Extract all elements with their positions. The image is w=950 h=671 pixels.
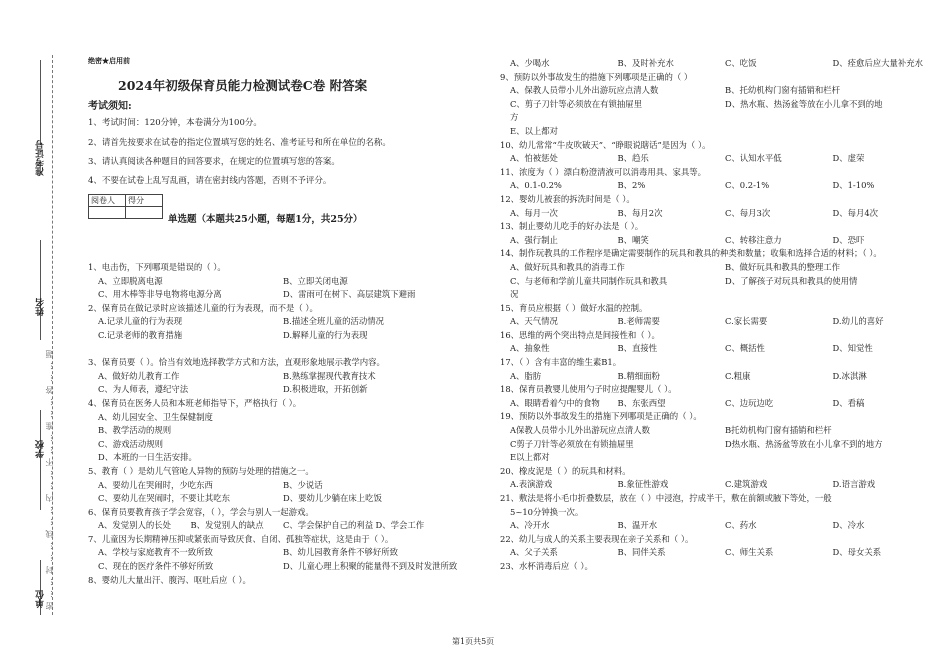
option-label: C、剪子刀针等必须放在有锁抽屉里 — [510, 98, 643, 109]
text-line: D、本班的一日生活安排。 — [98, 452, 197, 463]
option-label: C.家长需要 — [725, 316, 768, 327]
question-stem: 13、制止婴幼儿吃手的好办法是（ ）。 — [500, 221, 644, 232]
option-label: A、眼睛看着勺中的食物 — [510, 397, 600, 408]
unit-label: 单位 — [36, 590, 46, 608]
question-stem: 22、幼儿与成人的关系主要表现在亲子关系和（ ）。 — [500, 533, 694, 544]
text-line: C、游戏活动规则 — [98, 438, 164, 449]
left-question-column — [88, 261, 468, 587]
option-row — [500, 84, 940, 98]
option-row — [88, 492, 468, 506]
option-label: B、做好玩具和教具的整理工作 — [725, 261, 841, 272]
option-label: B、立即关闭电源 — [283, 275, 348, 286]
option-label: B托幼机构门窗有插销和栏杆 — [725, 425, 832, 436]
option-label: A、父子关系 — [510, 547, 558, 558]
question-stem: 14、制作玩教具的工作程序是确定需要制作的玩具和教具的种类和数量；收集和选择合适的材料；（ ）。 — [500, 248, 882, 259]
option-label: C、认知水平低 — [725, 153, 782, 164]
option-label: D、看稿 — [832, 397, 865, 408]
option-label: C、用木棒等非导电物将电源分离 — [98, 289, 222, 300]
option-row — [500, 546, 940, 560]
question-stem: 8、婴幼儿大量出汗、腹泻、呕吐后应（ ）。 — [88, 574, 251, 585]
school-label: 学校 — [36, 440, 46, 458]
option-label: D、恐吓 — [832, 234, 865, 245]
option-label: B、趋乐 — [617, 153, 649, 164]
note-item: 3、请认真阅读各种题目的回答要求，在规定的位置填写您的答案。 — [88, 157, 340, 167]
option-label: C、师生关系 — [725, 547, 774, 558]
right-question-column — [500, 57, 940, 574]
option-label: C、边玩边吃 — [725, 397, 774, 408]
option-label: B、嘲笑 — [617, 234, 649, 245]
option-label: B、少说话 — [283, 479, 323, 490]
page-title: 2024年初级保育员能力检测试卷C卷 附答案 — [118, 78, 368, 93]
option-label: A、怕被惩处 — [510, 153, 558, 164]
option-label: B.精细面粉 — [617, 370, 660, 381]
text-line — [88, 343, 468, 357]
option-row — [500, 397, 940, 411]
grader-table — [88, 194, 163, 219]
text-line: A、幼儿园安全、卫生保健制度 — [98, 411, 213, 422]
question-stem: 16、思维的两个突出特点是间接性和（ ）。 — [500, 329, 660, 340]
option-label: A、冷开水 — [510, 520, 550, 531]
option-label: B、直接性 — [617, 343, 658, 354]
option-label: D、热水瓶、热汤盆等放在小儿拿不到的地 — [725, 98, 883, 109]
option-row — [500, 275, 940, 289]
option-label: D.语言游戏 — [832, 479, 876, 490]
question-stem: 21、敷法是将小毛巾折叠数层，放在（ ）中浸泡，拧成半干，敷在前额或腋下等处，一般 — [500, 493, 832, 503]
option-label: D、母女关系 — [832, 547, 882, 558]
option-row — [500, 179, 940, 193]
option-row — [500, 519, 940, 533]
option-label: D.解释儿童的行为表现 — [283, 329, 368, 340]
option-label: D.积极进取，开拓创新 — [283, 384, 368, 395]
option-label: D、学会工作 — [375, 520, 425, 531]
option-row — [500, 315, 940, 329]
score-cell[interactable] — [126, 207, 163, 219]
option-label: D.冰淇淋 — [832, 370, 867, 381]
option-label: A、学校与家庭教育不一致所致 — [98, 547, 213, 558]
name-underline — [40, 240, 41, 340]
option-label: D、虚荣 — [832, 153, 865, 164]
option-label: A、做好玩具和教具的消毒工作 — [510, 261, 625, 272]
option-row — [88, 275, 468, 289]
option-label: B、发觉别人的缺点 — [190, 520, 264, 531]
option-label: C、每月3次 — [725, 207, 771, 218]
option-label: B、每月2次 — [617, 207, 663, 218]
option-row — [500, 261, 940, 275]
option-row — [88, 546, 468, 560]
option-label: C、概括性 — [725, 343, 765, 354]
note-item: 2、请首先按要求在试卷的指定位置填写您的姓名、准考证号和所在单位的名称。 — [88, 138, 391, 148]
notes-heading: 考试须知: — [88, 101, 132, 112]
option-label: D、知觉性 — [832, 343, 873, 354]
question-stem: 2、保育员在做记录时应该描述儿童的行为表现，而不是（ ）。 — [88, 302, 318, 313]
option-label: A、抽象性 — [510, 343, 550, 354]
option-row — [88, 560, 468, 574]
question-stem: 5、教育（ ）是幼儿气管呛人异物的预防与处理的措施之一。 — [88, 465, 314, 476]
question-stem: 17、（ ）含有丰富的维生素B1。 — [500, 357, 622, 368]
option-row — [88, 383, 468, 397]
question-stem: 5~10分钟换一次。 — [510, 506, 584, 517]
option-label: B.老师需要 — [617, 316, 660, 327]
exam-id-label: 准考证号 — [36, 140, 46, 176]
school-underline — [40, 410, 41, 510]
option-label: C、转移注意力 — [725, 234, 782, 245]
option-row — [500, 234, 940, 248]
question-stem: 3、保育员要（ ）。恰当有效地选择教学方式和方法，直观形象地展示教学内容。 — [88, 357, 385, 368]
option-label: A.表演游戏 — [510, 479, 553, 490]
option-label: A、做好幼儿教育工作 — [98, 370, 180, 381]
option-row — [500, 207, 940, 221]
question-stem: 9、预防以外事故发生的措施下列哪项是正确的（ ） — [500, 71, 693, 82]
text-line: E、以上都对 — [510, 125, 558, 136]
option-label: C.建筑游戏 — [725, 479, 768, 490]
option-row — [500, 98, 940, 112]
question-stem: 23、水杯消毒后应（ ）。 — [500, 560, 593, 571]
option-label: A、脂肪 — [510, 370, 542, 381]
question-stem: 1、电击伤，下列哪项是错误的（ ）。 — [88, 262, 226, 272]
option-label: C、与老师和学前儿童共同制作玩具和教具 — [510, 275, 668, 286]
question-stem: 12、婴幼儿被套的拆洗时间是（ ）。 — [500, 193, 635, 204]
option-label: B、东张西望 — [617, 397, 666, 408]
option-label: D、每月4次 — [832, 207, 879, 218]
option-row — [88, 370, 468, 384]
option-label: A、要幼儿在哭闹时，少吃东西 — [98, 479, 213, 490]
option-label: C剪子刀针等必须放在有锁抽屉里 — [510, 438, 634, 449]
option-label: A、强行制止 — [510, 234, 558, 245]
option-row — [88, 519, 468, 533]
option-label: A、保教人员带小儿外出游玩应点清人数 — [510, 85, 659, 96]
exam-id-underline — [40, 60, 41, 145]
option-row — [500, 152, 940, 166]
question-stem: 7、儿童因为长期精神压抑或紧张而导致厌食、自闭、孤独等症状，这是由于（ ）。 — [88, 533, 394, 544]
option-label: C、学会保护自己的利益 — [283, 520, 374, 531]
option-label: D、了解孩子对玩具和教具的使用情 — [725, 275, 858, 286]
note-item: 4、不要在试卷上乱写乱画，请在密封线内答题，否则不予评分。 — [88, 176, 332, 186]
option-label: C、要幼儿在哭闹时，不要让其吃东 — [98, 493, 231, 504]
option-label: A、少喝水 — [510, 58, 550, 68]
question-stem: 6、保育员要教育孩子学会宽容，（ ），学会与别人一起游戏。 — [88, 506, 314, 517]
secret-mark: 绝密★启用前 — [88, 56, 130, 65]
option-label: B、2% — [617, 180, 646, 191]
option-label: A、天气情况 — [510, 316, 558, 327]
question-stem: 15、育员应根据（ ）做好水温的控制。 — [500, 302, 648, 313]
option-label: B、同伴关系 — [617, 547, 666, 558]
option-row — [500, 370, 940, 384]
option-label: D、儿童心理上积聚的能量得不到及时发泄所致 — [283, 561, 458, 572]
option-label: B.描述全班儿童的活动情况 — [283, 316, 384, 327]
option-label: D、痊愈后应大量补充水 — [832, 58, 923, 68]
text-line: B、教学活动的规则 — [98, 425, 172, 436]
option-label: A、每月一次 — [510, 207, 558, 218]
option-row — [500, 342, 940, 356]
option-label: B、幼儿园教育条件不够好所致 — [283, 547, 399, 558]
score-label: 得分 — [126, 195, 163, 207]
option-label: C.粗康 — [725, 370, 751, 381]
text-line: 况 — [510, 289, 519, 300]
option-label: A.记录儿童的行为表现 — [98, 316, 183, 327]
option-label: D、冷水 — [832, 520, 865, 531]
grader-cell[interactable] — [89, 207, 126, 219]
option-row — [500, 424, 940, 438]
question-stem: 10、幼儿常常“牛皮吹破天”、“睁眼说瞎话”是因为（ ）。 — [500, 139, 711, 150]
option-row — [500, 438, 940, 452]
question-stem: 18、保育员教婴儿使用勺子时应提醒婴儿（ ）。 — [500, 384, 677, 395]
option-label: D热水瓶、热汤盆等放在小儿拿不到的地方 — [725, 438, 883, 449]
option-row — [500, 57, 940, 71]
option-label: D、1-10% — [832, 180, 875, 191]
grader-label: 阅卷人 — [89, 195, 126, 207]
option-label: B.象征性游戏 — [617, 479, 669, 490]
option-label: C、0.2-1% — [725, 180, 770, 191]
page-number: 第1页共5页 — [452, 637, 495, 646]
text-line: 方 — [510, 112, 519, 123]
option-label: C、现在的医疗条件不够好所致 — [98, 561, 214, 572]
option-label: C、吃饭 — [725, 58, 757, 68]
seal-line-text: 密……封……线……内……不……准……答……题 — [45, 346, 54, 610]
option-label: C、药水 — [725, 520, 757, 531]
option-label: A、发觉别人的长处 — [98, 520, 172, 531]
option-label: A、0.1-0.2% — [510, 180, 562, 191]
option-row — [88, 329, 468, 343]
option-label: D、雷雨可在树下、高层建筑下避雨 — [283, 289, 416, 300]
option-label: D.幼儿的喜好 — [832, 316, 884, 327]
section-title: 单选题（本题共25小题，每题1分，共25分） — [168, 214, 363, 225]
option-row — [88, 288, 468, 302]
text-line: E以上都对 — [510, 452, 550, 463]
option-label: B.熟练掌握现代教育技术 — [283, 370, 376, 381]
option-label: D、要幼儿少躺在床上吃饭 — [283, 493, 382, 504]
option-label: C、为人师表，遵纪守法 — [98, 384, 189, 395]
option-label: B、温开水 — [617, 520, 658, 531]
name-label: 姓名 — [36, 298, 46, 316]
option-label: B、及时补充水 — [617, 58, 674, 68]
option-row — [500, 478, 940, 492]
option-row — [88, 315, 468, 329]
question-stem: 11、浓度为（ ）漂白粉澄清液可以消毒用具、家具等。 — [500, 166, 706, 177]
question-stem: 19、预防以外事故发生的措施下列哪项是正确的（ ）。 — [500, 411, 702, 422]
option-row — [88, 479, 468, 493]
question-stem: 4、保育员在医务人员和本班老师指导下，严格执行（ ）。 — [88, 397, 302, 408]
option-label: A保教人员带小儿外出游玩应点清人数 — [510, 425, 651, 436]
question-stem: 20、橡皮泥是（ ）的玩具和材料。 — [500, 465, 631, 476]
note-item: 1、考试时间：120分钟，本卷满分为100分。 — [88, 118, 262, 128]
option-label: A、立即脱离电源 — [98, 275, 163, 286]
option-label: B、托幼机构门窗有插销和栏杆 — [725, 85, 841, 96]
option-label: C.记录老师的教育措施 — [98, 329, 183, 340]
